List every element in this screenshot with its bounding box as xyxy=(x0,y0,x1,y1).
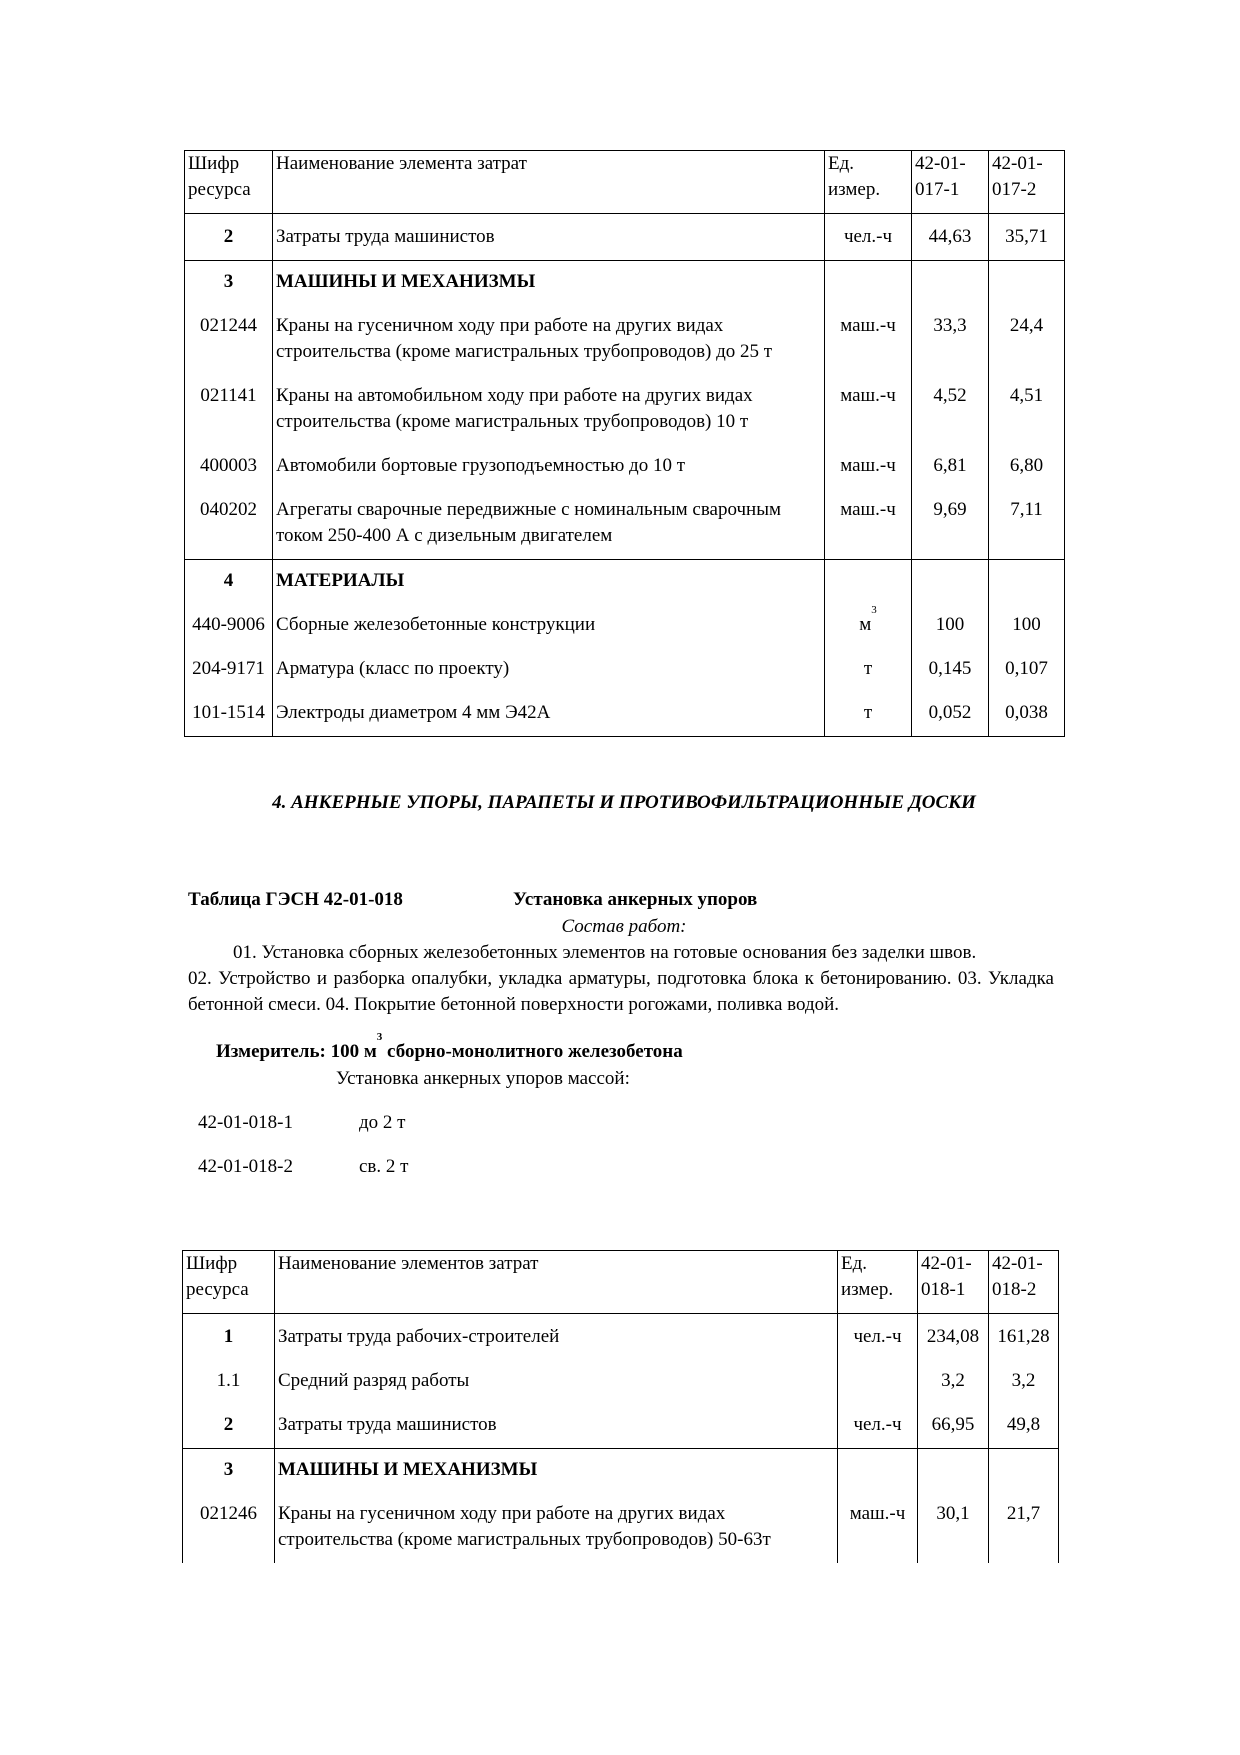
row-value-1: 0,052 xyxy=(912,692,989,737)
header-unit: Ед. измер. xyxy=(838,1251,918,1314)
table-row xyxy=(185,648,1065,692)
row-code: 1.1 xyxy=(183,1360,275,1404)
resource-table-42-01-017 xyxy=(184,150,1065,737)
row-name: Затраты труда рабочих-строителей xyxy=(275,1314,838,1361)
row-name: Затраты труда машинистов xyxy=(275,1404,838,1449)
table-row xyxy=(183,1493,1059,1563)
table-row xyxy=(185,604,1065,648)
row-value-1: 100 xyxy=(912,604,989,648)
work-composition-text xyxy=(188,940,1054,1018)
row-value-2 xyxy=(989,560,1065,605)
header-col2: 42-01-017-2 xyxy=(989,151,1065,214)
row-name: МАШИНЫ И МЕХАНИЗМЫ xyxy=(275,1449,838,1494)
row-code: 440-9006 xyxy=(185,604,273,648)
row-unit xyxy=(825,560,912,605)
row-unit xyxy=(838,1360,918,1404)
row-name: Агрегаты сварочные передвижные с номинальным сварочным током 250-400 А с дизельным двигателем xyxy=(273,489,825,560)
section-row-materials xyxy=(185,560,1065,605)
row-name: Затраты труда машинистов xyxy=(273,214,825,261)
row-value-2: 161,28 xyxy=(989,1314,1059,1361)
table-row xyxy=(185,692,1065,737)
row-name: Краны на автомобильном ходу при работе на других видах строительства (кроме магистральных трубопроводов) 10 т xyxy=(273,375,825,445)
row-value-1 xyxy=(912,560,989,605)
section-row-machines xyxy=(183,1449,1059,1494)
header-col2: 42-01-018-2 xyxy=(989,1251,1059,1314)
row-name: Краны на гусеничном ходу при работе на других видах строительства (кроме магистральных трубопроводов) 50-63т xyxy=(275,1493,838,1563)
row-value-1: 6,81 xyxy=(912,445,989,489)
row-value-1: 33,3 xyxy=(912,305,989,375)
row-value-1: 3,2 xyxy=(918,1360,989,1404)
resource-table-42-01-018 xyxy=(182,1250,1059,1563)
row-value-2: 0,038 xyxy=(989,692,1065,737)
row-value-2 xyxy=(989,261,1065,306)
row-code: 2 xyxy=(185,214,273,261)
row-value-2: 100 xyxy=(989,604,1065,648)
row-code: 2 xyxy=(183,1404,275,1449)
row-code: 101-1514 xyxy=(185,692,273,737)
row-value-2: 3,2 xyxy=(989,1360,1059,1404)
unit-text: м xyxy=(859,614,872,635)
row-unit xyxy=(825,604,912,648)
row-name: Электроды диаметром 4 мм Э42А xyxy=(273,692,825,737)
row-code: 021141 xyxy=(185,375,273,445)
row-code: 3 xyxy=(185,261,273,306)
row-value-1: 9,69 xyxy=(912,489,989,560)
table-row xyxy=(185,305,1065,375)
row-value-2: 6,80 xyxy=(989,445,1065,489)
row-unit: т xyxy=(825,692,912,737)
row-unit: маш.-ч xyxy=(825,489,912,560)
unit-superscript: 3 xyxy=(871,604,877,616)
norm-subtitle: Установка анкерных упоров массой: xyxy=(336,1068,630,1089)
row-value-1: 44,63 xyxy=(912,214,989,261)
row-value-2 xyxy=(989,1449,1059,1494)
table-row xyxy=(183,1404,1059,1449)
work-step-first-line: 01. Установка сборных железобетонных элементов на готовые основания без заделки швов. xyxy=(233,942,977,963)
row-value-2: 21,7 xyxy=(989,1493,1059,1563)
row-unit xyxy=(838,1449,918,1494)
section-title: 4. АНКЕРНЫЕ УПОРЫ, ПАРАПЕТЫ И ПРОТИВОФИЛЬТРАЦИОННЫЕ ДОСКИ xyxy=(272,792,976,813)
row-name: МАТЕРИАЛЫ xyxy=(273,560,825,605)
table-name: Установка анкерных упоров xyxy=(513,889,758,910)
row-value-2: 35,71 xyxy=(989,214,1065,261)
row-name: Сборные железобетонные конструкции xyxy=(273,604,825,648)
row-unit: маш.-ч xyxy=(838,1493,918,1563)
header-name: Наименование элементов затрат xyxy=(275,1251,838,1314)
row-unit: маш.-ч xyxy=(825,375,912,445)
header-code: Шифр ресурса xyxy=(183,1251,275,1314)
header-unit: Ед. измер. xyxy=(825,151,912,214)
table-row xyxy=(185,489,1065,560)
row-value-1: 234,08 xyxy=(918,1314,989,1361)
header-col1: 42-01-017-1 xyxy=(912,151,989,214)
row-value-1: 30,1 xyxy=(918,1493,989,1563)
row-value-2: 4,51 xyxy=(989,375,1065,445)
meter-suffix: сборно-монолитного железобетона xyxy=(382,1041,683,1062)
table-row xyxy=(183,1314,1059,1361)
row-name: Краны на гусеничном ходу при работе на других видах строительства (кроме магистральных трубопроводов) до 25 т xyxy=(273,305,825,375)
row-value-1 xyxy=(912,261,989,306)
table-row xyxy=(185,214,1065,261)
row-code: 204-9171 xyxy=(185,648,273,692)
row-code: 400003 xyxy=(185,445,273,489)
norm-item-code: 42-01-018-2 xyxy=(198,1156,293,1177)
table-header-row xyxy=(185,151,1065,214)
table-row xyxy=(183,1360,1059,1404)
row-value-2: 0,107 xyxy=(989,648,1065,692)
row-name: Средний разряд работы xyxy=(275,1360,838,1404)
row-value-1 xyxy=(918,1449,989,1494)
table-row xyxy=(185,445,1065,489)
row-code: 1 xyxy=(183,1314,275,1361)
row-value-1: 66,95 xyxy=(918,1404,989,1449)
row-name: Арматура (класс по проекту) xyxy=(273,648,825,692)
section-row-machines xyxy=(185,261,1065,306)
norm-item-code: 42-01-018-1 xyxy=(198,1112,293,1133)
row-code: 3 xyxy=(183,1449,275,1494)
header-name: Наименование элемента затрат xyxy=(273,151,825,214)
meter-superscript: 3 xyxy=(376,1031,383,1043)
row-unit: чел.-ч xyxy=(838,1314,918,1361)
row-unit: маш.-ч xyxy=(825,305,912,375)
row-value-2: 7,11 xyxy=(989,489,1065,560)
row-unit: чел.-ч xyxy=(825,214,912,261)
row-value-1: 4,52 xyxy=(912,375,989,445)
row-name: МАШИНЫ И МЕХАНИЗМЫ xyxy=(273,261,825,306)
row-code: 021246 xyxy=(183,1493,275,1563)
meter-prefix: Измеритель: 100 м xyxy=(216,1041,377,1062)
work-steps-rest: 02. Устройство и разборка опалубки, укладка арматуры, подготовка блока к бетонированию. 03. Укладка бетонной смеси. 04. Покрытие бетонной поверхности рогожами, поливка водой. xyxy=(188,968,1054,1015)
work-composition-heading: Состав работ: xyxy=(561,916,687,937)
header-code: Шифр ресурса xyxy=(185,151,273,214)
row-unit: чел.-ч xyxy=(838,1404,918,1449)
row-unit: маш.-ч xyxy=(825,445,912,489)
row-code: 021244 xyxy=(185,305,273,375)
table-header-row xyxy=(183,1251,1059,1314)
table-label: Таблица ГЭСН 42-01-018 xyxy=(188,889,403,910)
table-row xyxy=(185,375,1065,445)
row-unit xyxy=(825,261,912,306)
row-value-2: 24,4 xyxy=(989,305,1065,375)
norm-item-value: св. 2 т xyxy=(359,1156,409,1177)
row-unit: т xyxy=(825,648,912,692)
row-code: 040202 xyxy=(185,489,273,560)
measurement-unit xyxy=(216,1031,683,1065)
row-value-1: 0,145 xyxy=(912,648,989,692)
header-col1: 42-01-018-1 xyxy=(918,1251,989,1314)
norm-item-value: до 2 т xyxy=(359,1112,406,1133)
row-value-2: 49,8 xyxy=(989,1404,1059,1449)
row-name: Автомобили бортовые грузоподъемностью до 10 т xyxy=(273,445,825,489)
row-code: 4 xyxy=(185,560,273,605)
